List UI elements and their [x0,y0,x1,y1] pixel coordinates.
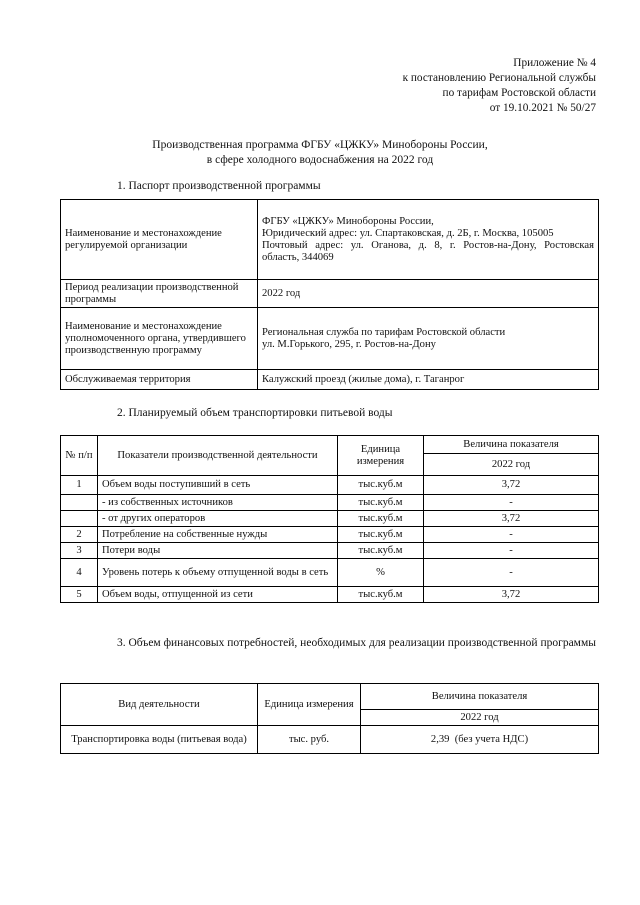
table-row: Период реализации производственной программы 2022 год [61,280,599,308]
page-title: Производственная программа ФГБУ «ЦЖКУ» Минобороны России, в сфере холодного водоснабжения на 2022 год [152,139,488,166]
decree-line: к постановлению Региональной службы [402,72,596,84]
col-activity: Вид деятельности [61,684,258,726]
table-row: - из собственных источников тыс.куб.м - [61,495,599,511]
table-row: Транспортировка воды (питьевая вода) тыс. руб. 2,39 (без учета НДС) [61,726,599,754]
appendix-number: Приложение № 4 [513,57,596,69]
table-row: 2 Потребление на собственные нужды тыс.куб.м - [61,527,599,543]
col-value: Величина показателя [361,684,599,710]
table-row: - от других операторов тыс.куб.м 3,72 [61,511,599,527]
agency-line: по тарифам Ростовской области [442,87,596,99]
passport-table [60,199,599,390]
col-indicator: Показатели производственной деятельности [98,436,338,476]
approval-header [276,56,596,116]
table-row: 1 Объем воды поступивший в сеть тыс.куб.м 3,72 [61,476,599,495]
col-num: № п/п [61,436,98,476]
col-year: 2022 год [424,454,599,476]
col-unit: Единица измерения [258,684,361,726]
table-row: 5 Объем воды, отпущенной из сети тыс.куб.м 3,72 [61,587,599,603]
section3-heading: 3. Объем финансовых потребностей, необходимых для реализации производственной программы [117,637,596,649]
transport-table [60,435,599,603]
table-row: Наименование и местонахождение регулируемой организации ФГБУ «ЦЖКУ» Минобороны России, Юридический адрес: ул. Спартаковская, д. 2Б, г. Москва, 105005 Почтовый адрес: ул. Оганова, д. 8, г. Ростов-на-Дону, Ростовская область, 344069 [61,200,599,280]
table-row: Обслуживаемая территория Калужский проезд (жилые дома), г. Таганрог [61,370,599,390]
decree-date: от 19.10.2021 № 50/27 [489,102,596,114]
table-row: Наименование и местонахождение уполномоченного органа, утвердившего производственную программу Региональная служба по тарифам Ростовской области ул. М.Горького, 295, г. Ростов-на-Дону [61,308,599,370]
col-value: Величина показателя [424,436,599,454]
col-year: 2022 год [361,710,599,726]
table-row: 4 Уровень потерь к объему отпущенной воды в сеть % - [61,559,599,587]
section2-heading: 2. Планируемый объем транспортировки питьевой воды [117,407,393,419]
finance-table [60,683,599,754]
table-row: 3 Потери воды тыс.куб.м - [61,543,599,559]
col-unit: Единица измерения [338,436,424,476]
section1-heading: 1. Паспорт производственной программы [117,180,321,192]
